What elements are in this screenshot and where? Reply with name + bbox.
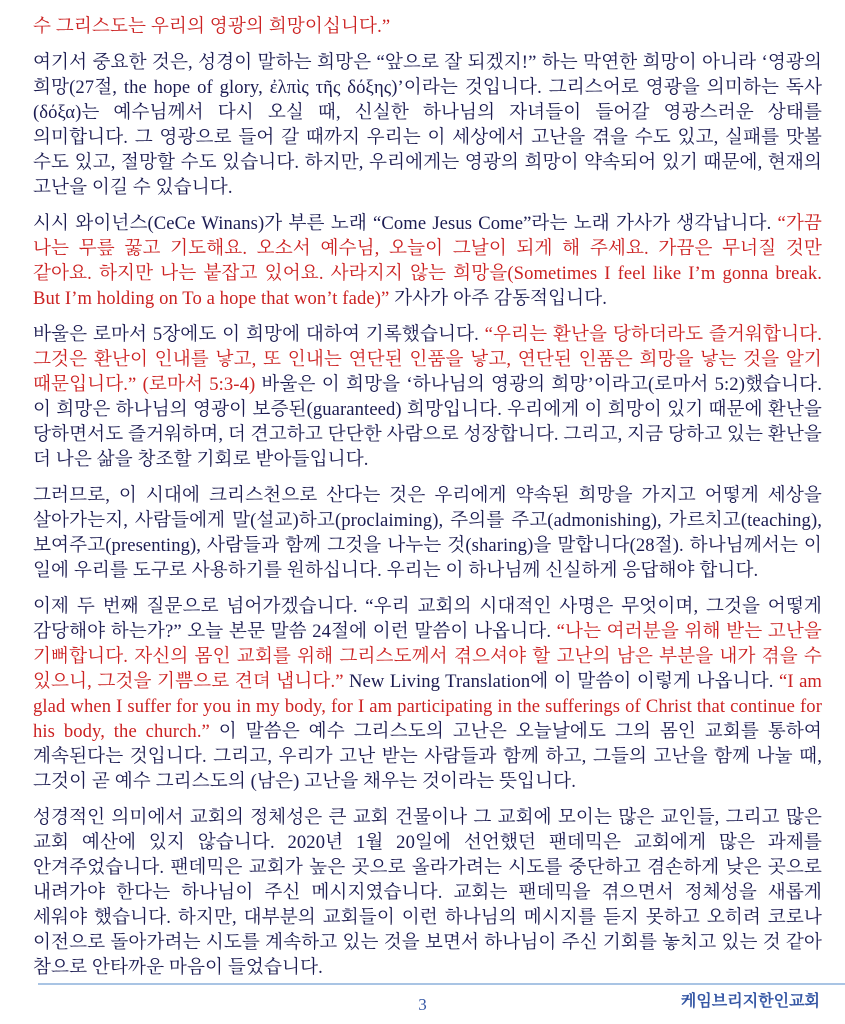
body-text: 바울은 로마서 5장에도 이 희망에 대하여 기록했습니다. [33, 324, 485, 345]
document-body [33, 14, 822, 991]
body-text: 성경적인 의미에서 교회의 정체성은 큰 교회 건물이나 그 교회에 모이는 많은 교인들, 그리고 많은 교회 예산에 있지 않습니다. 2020년 1월 20일에 선언했던 팬데믹은 교회에게 많은 과제를 안겨주었습니다. 팬데믹은 교회가 높은 곳으로 올라가려는 시도를 중단하고 겸손하게 낮은 곳으로 내려가야 한다는 하나님이 주신 메시지였습니다. 교회는 팬데믹을 겪으면서 정체성을 새롭게 세워야 했습니다. 하지만, 대부분의 교회들이 이런 하나님의 메시지를 듣지 못하고 오히려 코로나 이전으로 돌아가려는 시도를 계속하고 있는 것을 보면서 하나님이 주신 기회를 놓치고 있는 것 같아 참으로 안타까운 마음이 들었습니다. [33, 807, 822, 978]
paragraph [33, 322, 822, 472]
paragraph [33, 14, 822, 39]
paragraph [33, 594, 822, 794]
paragraph-container [33, 14, 822, 980]
body-text: 여기서 중요한 것은, 성경이 말하는 희망은 “앞으로 잘 되겠지!” 하는 막연한 희망이 아니라 ‘영광의 희망(27절, the hope of glory, ἐλπὶς τῆς δόξης)’이라는 것입니다. 그리스어로 영광을 의미하는 독사(δόξα)는 예수님께서 다시 오실 때, 신실한 하나님의 자녀들이 들어갈 영광스러운 상태를 의미합니다. 그 영광으로 들어 갈 때까지 우리는 이 세상에서 고난을 겪을 수도 있고, 실패를 맛볼 수도 있고, 절망할 수도 있습니다. 하지만, 우리에게는 영광의 희망이 약속되어 있기 때문에, 현재의 고난을 이길 수 있습니다. [33, 52, 822, 198]
footer-divider [38, 983, 845, 985]
footer-church-name: 케임브리지한인교회 [680, 993, 820, 1010]
quoted-text: “우리는 환난을 당하더라도 즐거워합니다. 그것은 환난이 인내를 낳고, 또 인내는 연단된 인품을 낳고, 연단된 인품은 희망을 낳는 것을 알기 때문입니다.” (로마서 5:3-4) [33, 324, 822, 395]
body-text: 이 말씀은 예수 그리스도의 고난은 오늘날에도 그의 몸인 교회를 통하여 계속된다는 것입니다. 그리고, 우리가 고난 받는 사람들과 함께 하고, 그들의 고난을 함께 나눌 때, 그것이 곧 예수 그리스도의 (남은) 고난을 채우는 것이라는 뜻입니다. [33, 721, 822, 792]
paragraph [33, 483, 822, 583]
paragraph [33, 211, 822, 311]
body-text: 이제 두 번째 질문으로 넘어가겠습니다. “우리 교회의 시대적인 사명은 무엇이며, 그것을 어떻게 감당해야 하는가?” 오늘 본문 말씀 24절에 이런 말씀이 나옵니다. [33, 596, 822, 642]
quoted-text: “가끔 나는 무릎 꿇고 기도해요. 오소서 예수님, 오늘이 그날이 되게 해 주세요. 가끔은 무너질 것만 같아요. 하지만 나는 붙잡고 있어요. 사라지지 않는 희망을(Sometimes I feel like I’m gonna break. But I’m holding on To a hope that won’t fade)” [33, 213, 822, 309]
body-text: 그러므로, 이 시대에 크리스천으로 산다는 것은 우리에게 약속된 희망을 가지고 어떻게 세상을 살아가는지, 사람들에게 말(설교)하고(proclaiming), 주의를 주고(admonishing), 가르치고(teaching), 보여주고(presenting), 사람들과 함께 그것을 나누는 것(sharing)을 말합니다(28절). 하나님께서는 이 일에 우리를 도구로 사용하기를 원하십니다. 우리는 이 하나님께 신실하게 응답해야 합니다. [33, 485, 822, 581]
paragraph [33, 805, 822, 980]
body-text: New Living Translation에 이 말씀이 이렇게 나옵니다. [343, 671, 779, 692]
quoted-text: “I am glad when I suffer for you in my body, for I am participating in the sufferings of Christ that continue for his body, the church.” [33, 671, 822, 742]
body-text: 바울은 이 희망을 ‘하나님의 영광의 희망’이라고(로마서 5:2)했습니다. 이 희망은 하나님의 영광이 보증된(guaranteed) 희망입니다. 우리에게 이 희망이 있기 때문에 환난을 당하면서도 즐거워하며, 더 견고하고 단단한 사람으로 성장합니다. 그리고, 지금 당하고 있는 환난을 더 나은 삶을 창조할 기회로 받아들입니다. [33, 374, 822, 470]
body-text: 시시 와이넌스(CeCe Winans)가 부른 노래 “Come Jesus Come”라는 노래 가사가 생각납니다. [33, 213, 778, 234]
footer-page-number: 3 [418, 995, 427, 1014]
quoted-text: 수 그리스도는 우리의 영광의 희망이십니다.” [33, 16, 391, 37]
body-text: 가사가 아주 감동적입니다. [389, 288, 608, 309]
quoted-text: “나는 여러분을 위해 받는 고난을 기뻐합니다. 자신의 몸인 교회를 위해 그리스도께서 겪으셔야 할 고난의 남은 부분을 내가 겪을 수 있으니, 그것을 기쁨으로 견뎌 냅니다.” [33, 621, 822, 692]
paragraph [33, 50, 822, 200]
